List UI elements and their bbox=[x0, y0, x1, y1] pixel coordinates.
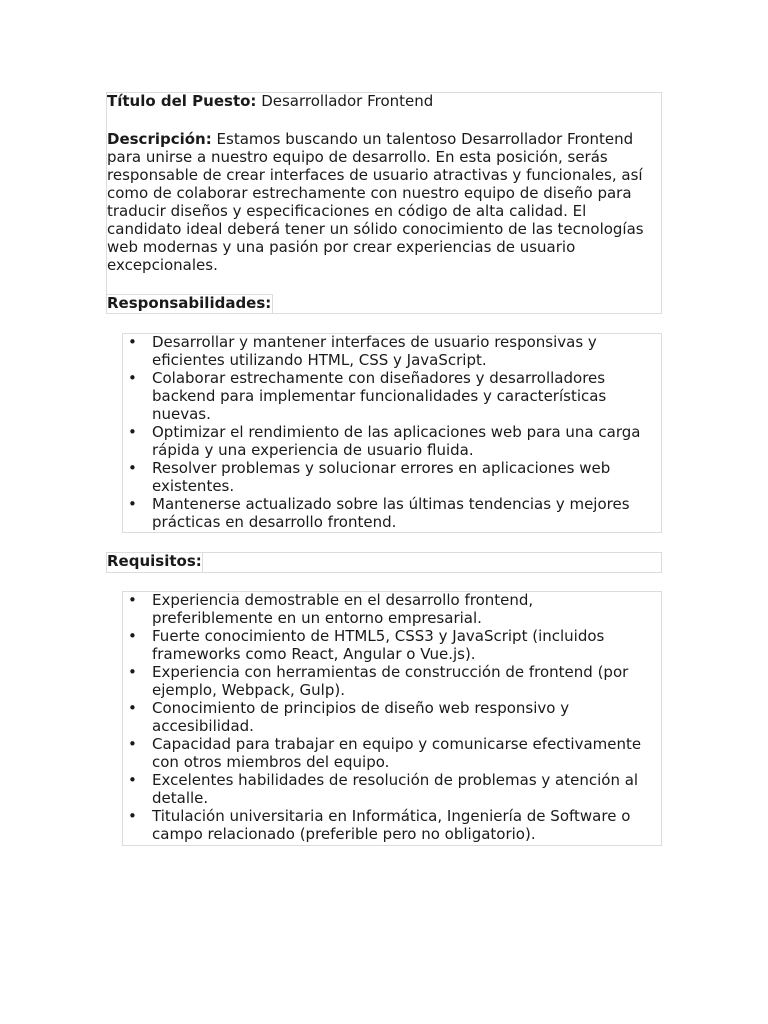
list-item: • Titulación universitaria en Informática, Ingeniería de Software o campo relacionado (preferible pero no obligatorio). bbox=[123, 807, 643, 843]
list-item: • Optimizar el rendimiento de las aplicaciones web para una carga rápida y una experiencia de usuario fluida. bbox=[123, 423, 643, 459]
job-title-label: Título del Puesto: bbox=[107, 92, 257, 110]
list-item: • Excelentes habilidades de resolución de problemas y atención al detalle. bbox=[123, 771, 643, 807]
responsibilities-list bbox=[123, 333, 643, 531]
job-title-value: Desarrollador Frontend bbox=[261, 92, 434, 110]
list-item: • Mantenerse actualizado sobre las últimas tendencias y mejores prácticas en desarrollo frontend. bbox=[123, 495, 643, 531]
description-label: Descripción: bbox=[107, 130, 212, 148]
requirements-list bbox=[123, 591, 643, 843]
requirements-heading: Requisitos: bbox=[107, 552, 202, 570]
list-item: • Colaborar estrechamente con diseñadores y desarrolladores backend para implementar funcionalidades y características nuevas. bbox=[123, 369, 643, 423]
job-description bbox=[107, 130, 652, 274]
description-text: Estamos buscando un talentoso Desarrollador Frontend para unirse a nuestro equipo de desarrollo. En esta posición, serás responsable de crear interfaces de usuario atractivas y funcionales, así como de colaborar estrechamente con nuestro equipo de diseño para traducir diseños y especificaciones en código de alta calidad. El candidato ideal deberá tener un sólido conocimiento de las tecnologías web modernas y una pasión por crear experiencias de usuario excepcionales. bbox=[107, 130, 644, 274]
responsibilities-heading: Responsabilidades: bbox=[107, 294, 272, 312]
list-item: • Experiencia con herramientas de construcción de frontend (por ejemplo, Webpack, Gulp). bbox=[123, 663, 643, 699]
list-item: • Experiencia demostrable en el desarrollo frontend, preferiblemente en un entorno empresarial. bbox=[123, 591, 643, 627]
list-item: • Desarrollar y mantener interfaces de usuario responsivas y eficientes utilizando HTML, CSS y JavaScript. bbox=[123, 333, 643, 369]
job-title-line bbox=[107, 92, 652, 110]
list-item: • Fuerte conocimiento de HTML5, CSS3 y JavaScript (incluidos frameworks como React, Angular o Vue.js). bbox=[123, 627, 643, 663]
list-item: • Conocimiento de principios de diseño web responsivo y accesibilidad. bbox=[123, 699, 643, 735]
list-item: • Capacidad para trabajar en equipo y comunicarse efectivamente con otros miembros del equipo. bbox=[123, 735, 643, 771]
list-item: • Resolver problemas y solucionar errores en aplicaciones web existentes. bbox=[123, 459, 643, 495]
